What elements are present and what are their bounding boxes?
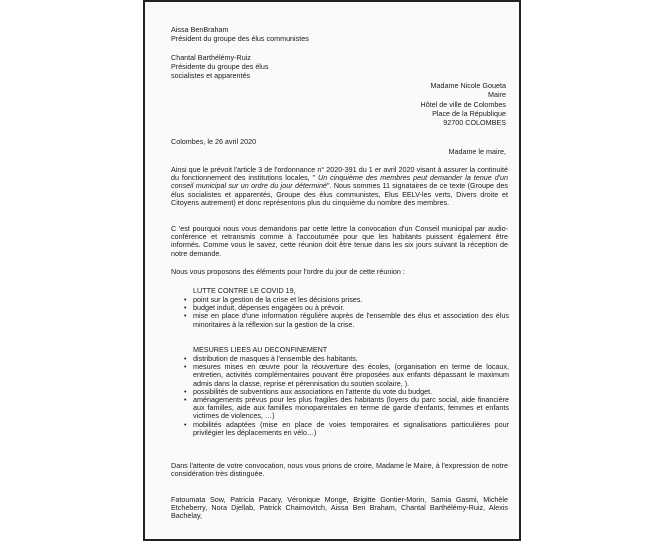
sender2-title-line2: socialistes et apparentés [171, 71, 251, 80]
section1-item-text: budget induit, dépenses engagées ou à prévoir. [193, 303, 345, 313]
recipient-role: Maire [488, 90, 506, 99]
signatories: Fatoumata Sow, Patricia Pacary, Véronique Monge, Brigitte Gontier-Morin, Samia Gasmi, Michèle Etcheberry, Nora Djellab, Patrick Chaimovitch, Aissa Ben Braham, Chantal Barthélémy-Ruiz, Alexis Bachelay, [171, 495, 508, 521]
place-date: Colombes, le 26 avril 2020 [171, 137, 257, 146]
recipient-name: Madame Nicole Goueta [430, 81, 506, 90]
bullet-icon: • [184, 395, 187, 405]
list-item [184, 395, 509, 421]
bullet-icon: • [184, 311, 187, 321]
list-item [184, 362, 509, 388]
section2-item-text: mobilités adaptées (mise en place de voies temporaires et signalisations particulières pour privilégier les déplacements en vélo…) [193, 419, 509, 437]
section2-item-text: mesures mises en œuvre pour la réouverture des écoles, (organisation en terme de locaux, entretien, activités complémentaires pouvant être proposées aux enfants dépassant le maximum admis dans la classe, reprise et pérennisation du soutien scolaire, ). [193, 362, 509, 388]
section1-item-text: point sur la gestion de la crise et les décisions prises. [193, 295, 363, 304]
section2-item-text: possibilités de subventions aux associations en l'attente du vote du budget. [193, 386, 433, 396]
recipient-address3: 92700 COLOMBES [443, 118, 506, 127]
paragraph-1-start: Ainsi que le prévoit l'article 3 de l'ordonnance n° 2020-391 du 1 er avril 2020 visant à assurer la continuité du fonctionnement des institutions locales, " [171, 165, 508, 183]
closing-paragraph: Dans l'attente de votre convocation, nous vous prions de croire, Madame le Maire, à l'expression de notre considération très distinguée. [171, 461, 508, 479]
paragraph-1-end: ". Nous sommes 11 signataires de ce texte (Groupe des élus socialistes et apparentés, Groupe des élus communistes, Elus EELV-les verts, Divers droite et Citoyens autrement) et donc représentons plus du cinquième du nombre des membres. [171, 181, 508, 207]
section2-list [184, 354, 509, 437]
list-item [184, 419, 509, 437]
section2-heading: MESURES LIEES AU DECONFINEMENT [193, 345, 328, 354]
bullet-icon: • [184, 303, 187, 313]
bullet-icon: • [184, 354, 187, 363]
section2-item-text: aménagements prévus pour les plus fragiles des habitants (loyers du parc social, aide financière aux familles, aide aux familles monoparentales en terme de garde d'enfants, femmes et enfants victimes de violences, …) [193, 395, 509, 421]
paragraph-1-quote: Un cinquième des membres peut demander la tenue d'un conseil municipal sur un ordre du jour déterminé [171, 173, 508, 191]
sender2-title-line1: Présidente du groupe des élus [171, 62, 269, 71]
section2-item-text: distribution de masques à l'ensemble des habitants. [193, 354, 358, 363]
section1-list [184, 295, 509, 329]
salutation: Madame le maire, [448, 147, 506, 156]
section1-item-text: mise en place d'une information régulière auprès de l'ensemble des élus et association des élus minoritaires à la réflexion sur la gestion de la crise. [193, 311, 509, 329]
section1-heading: LUTTE CONTRE LE COVID 19, [193, 286, 296, 295]
sender2-name: Chantal Barthélémy-Ruiz [171, 53, 251, 62]
paragraph-1 [171, 166, 508, 207]
document-frame [143, 0, 521, 541]
list-intro: Nous vous proposons des éléments pour l'ordre du jour de cette réunion : [171, 267, 405, 276]
bullet-icon: • [184, 386, 187, 396]
recipient-address2: Place de la République [432, 109, 506, 118]
recipient-address1: Hôtel de ville de Colombes [420, 100, 506, 109]
letter-page [145, 2, 519, 539]
paragraph-2: C 'est pourquoi nous vous demandons par cette lettre la convocation d'un Conseil municipal par audio-conférence et retransmis comme à l'accoutumée pour que les habitants puissent également être informés. Comme vous le savez, cette réunion doit être tenue dans les six jours suivant la réception de notre demande. [171, 224, 508, 258]
sender1-title: Président du groupe des élus communistes [171, 34, 309, 43]
bullet-icon: • [184, 295, 187, 304]
bullet-icon: • [184, 419, 187, 429]
list-item [184, 311, 509, 329]
sender1-name: Aissa BenBraham [171, 25, 229, 34]
bullet-icon: • [184, 362, 187, 372]
